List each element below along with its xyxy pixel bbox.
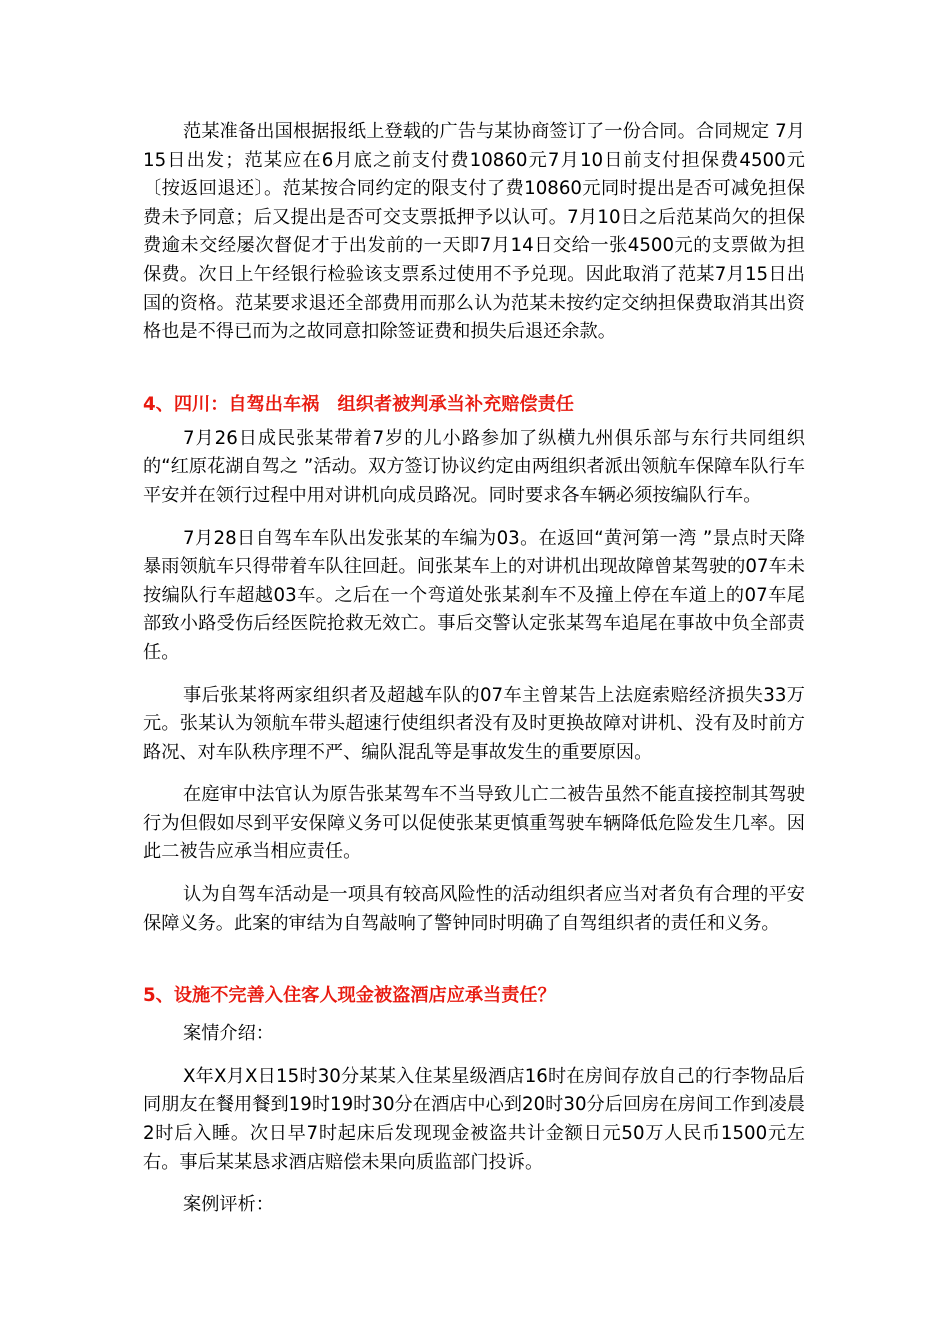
paragraph: 7月26日成民张某带着7岁的儿小路参加了纵横九州俱乐部与东行共同组织的“红原花湖自驾之 ”活动。双方签订协议约定由两组织者派出领航车保障车队行车平安并在领行过程中用对讲机向成员路况。同时要求各车辆必须按编队行车。 [143,427,805,506]
paragraph: 案例评析： [183,1194,274,1216]
section-heading: 4、四川：自驾出车祸 组织者被判承当补充赔偿责任 [143,393,574,415]
paragraph: 在庭审中法官认为原告张某驾车不当导致儿亡二被告虽然不能直接控制其驾驶行为但假如尽到平安保障义务可以促使张某更慎重驾驶车辆降低危险发生几率。因此二被告应承当相应责任。 [143,784,805,863]
paragraph: X年X月X日15时30分某某入住某星级酒店16时在房间存放自己的行李物品后同朋友在餐用餐到19时19时30分在酒店中心到20时30分后回房在房间工作到凌晨2时后入睡。次日早7时起床后发现现金被盗共计金额日元50万人民币1500元左右。事后某某恳求酒店赔偿未果向质监部门投诉。 [143,1065,805,1173]
section-heading: 5、设施不完善入住客人现金被盗酒店应承当责任？ [143,985,556,1007]
paragraph: 事后张某将两家组织者及超越车队的07车主曾某告上法庭索赔经济损失33万元。张某认为领航车带头超速行使组织者没有及时更换故障对讲机、没有及时前方路况、对车队秩序理不严、编队混乱等是事故发生的重要原因。 [143,684,805,763]
paragraph: 范某准备出国根据报纸上登载的广告与某协商签订了一份合同。合同规定 7月15日出发；范某应在6月底之前支付费10860元7月10日前支付担保费4500元〔按返回退还〕。范某按合同约定的限支付了费10860元同时提出是否可减免担保费未予同意；后又提出是否可交支票抵押予以认可。7月10日之后范某尚欠的担保费逾未交经屡次督促才于出发前的一天即7月14日交给一张4500元的支票做为担保费。次日上午经银行检验该支票系过使用不予兑现。因此取消了范某7月15日出国的资格。范某要求退还全部费用而那么认为范某未按约定交纳担保费取消其出资格也是不得已而为之故同意扣除签证费和损失后退还余款。 [143,121,805,343]
document-body [143,118,805,1220]
paragraph: 认为自驾车活动是一项具有较高风险性的活动组织者应当对者负有合理的平安保障义务。此案的审结为自驾敲响了警钟同时明确了自驾组织者的责任和义务。 [143,884,805,934]
paragraph: 案情介绍： [183,1023,274,1045]
paragraph: 7月28日自驾车车队出发张某的车编为03。在返回“黄河第一湾 ”景点时天降暴雨领航车只得带着车队往回赶。间张某车上的对讲机出现故障曾某驾驶的07车未按编队行车超越03车。之后在一个弯道处张某刹车不及撞上停在车道上的07车尾部致小路受伤后经医院抢救无效亡。事后交警认定张某驾车追尾在事故中负全部责任。 [143,527,805,663]
